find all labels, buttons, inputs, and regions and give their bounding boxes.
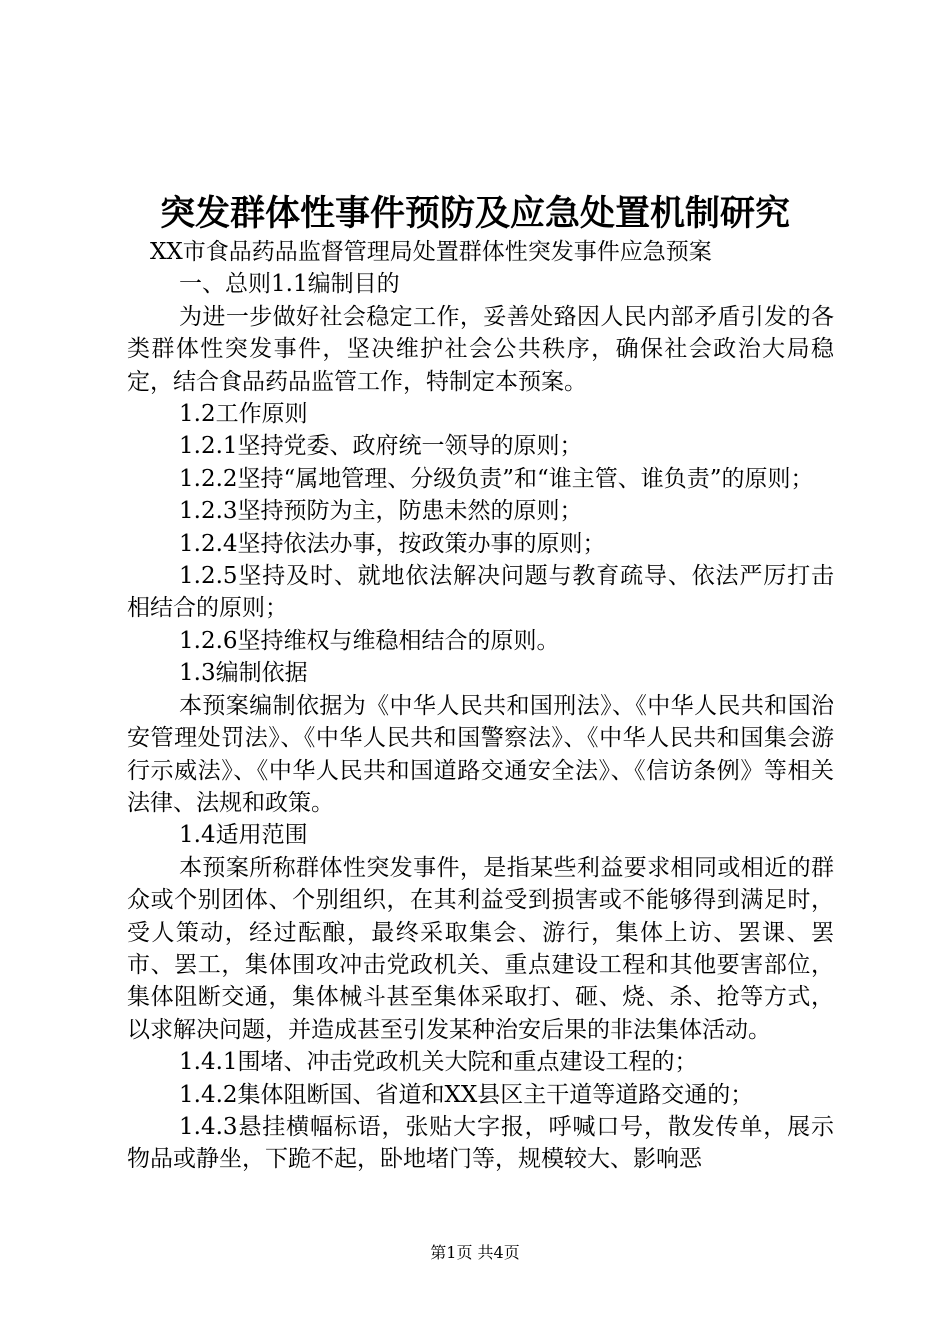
paragraph-basis: 本预案编制依据为《中华人民共和国刑法》、《中华人民共和国治安管理处罚法》、《中华人民共和国警察法》、《中华人民共和国集会游行示威法》、《中华人民共和国道路交通安全法》、《信访条例》等相关法律、法规和政策。 [127,692,834,816]
section-heading-1-3: 1.3编制依据 [179,660,308,687]
paragraph-purpose: 为进一步做好社会稳定工作，妥善处臵因人民内部矛盾引发的各类群体性突发事件，坚决维护社会公共秩序，确保社会政治大局稳定，结合食品药品监管工作，特制定本预案。 [127,303,834,395]
paragraph-scope: 本预案所称群体性突发事件，是指某些利益要求相同或相近的群众或个别团体、个别组织，在其利益受到损害或不能够得到满足时，受人策动，经过酝酿，最终采取集会、游行，集体上访、罢课、罢市、罢工，集体围攻冲击党政机关、重点建设工程和其他要害部位，集体阻断交通，集体械斗甚至集体采取打、砸、烧、杀、抢等方式，以求解决问题，并造成甚至引发某种治安后果的非法集体活动。 [127,854,834,1043]
principle-1-2-5: 1.2.5坚持及时、就地依法解决问题与教育疏导、依法严厉打击相结合的原则； [127,563,834,622]
item-1-4-3: 1.4.3悬挂横幅标语，张贴大字报，呼喊口号，散发传单，展示物品或静坐，下跪不起，卧地堵门等，规模较大、影响恶 [127,1113,834,1173]
principle-1-2-6: 1.2.6坚持维权与维稳相结合的原则。 [179,627,560,654]
section-heading-1-2: 1.2工作原则 [179,401,308,428]
principle-1-2-3: 1.2.3坚持预防为主，防患未然的原则； [179,498,583,525]
item-1-4-2: 1.4.2集体阻断国、省道和XX县区主干道等道路交通的； [179,1081,754,1108]
section-heading-1: 一、总则1.1编制目的 [179,271,400,298]
principle-1-2-2: 1.2.2坚持“属地管理、分级负责”和“谁主管、谁负责”的原则； [179,465,814,492]
plan-title: XX市食品药品监督管理局处置群体性突发事件应急预案 [150,239,712,265]
document-title: 突发群体性事件预防及应急处置机制研究 [159,193,790,234]
principle-1-2-1: 1.2.1坚持党委、政府统一领导的原则； [179,433,583,460]
section-heading-1-4: 1.4适用范围 [179,822,308,849]
principle-1-2-4: 1.2.4坚持依法办事，按政策办事的原则； [179,530,606,557]
item-1-4-1: 1.4.1围堵、冲击党政机关大院和重点建设工程的； [179,1049,698,1076]
document-body [127,236,834,1176]
page-footer: 第1页 共4页 [430,1243,520,1262]
